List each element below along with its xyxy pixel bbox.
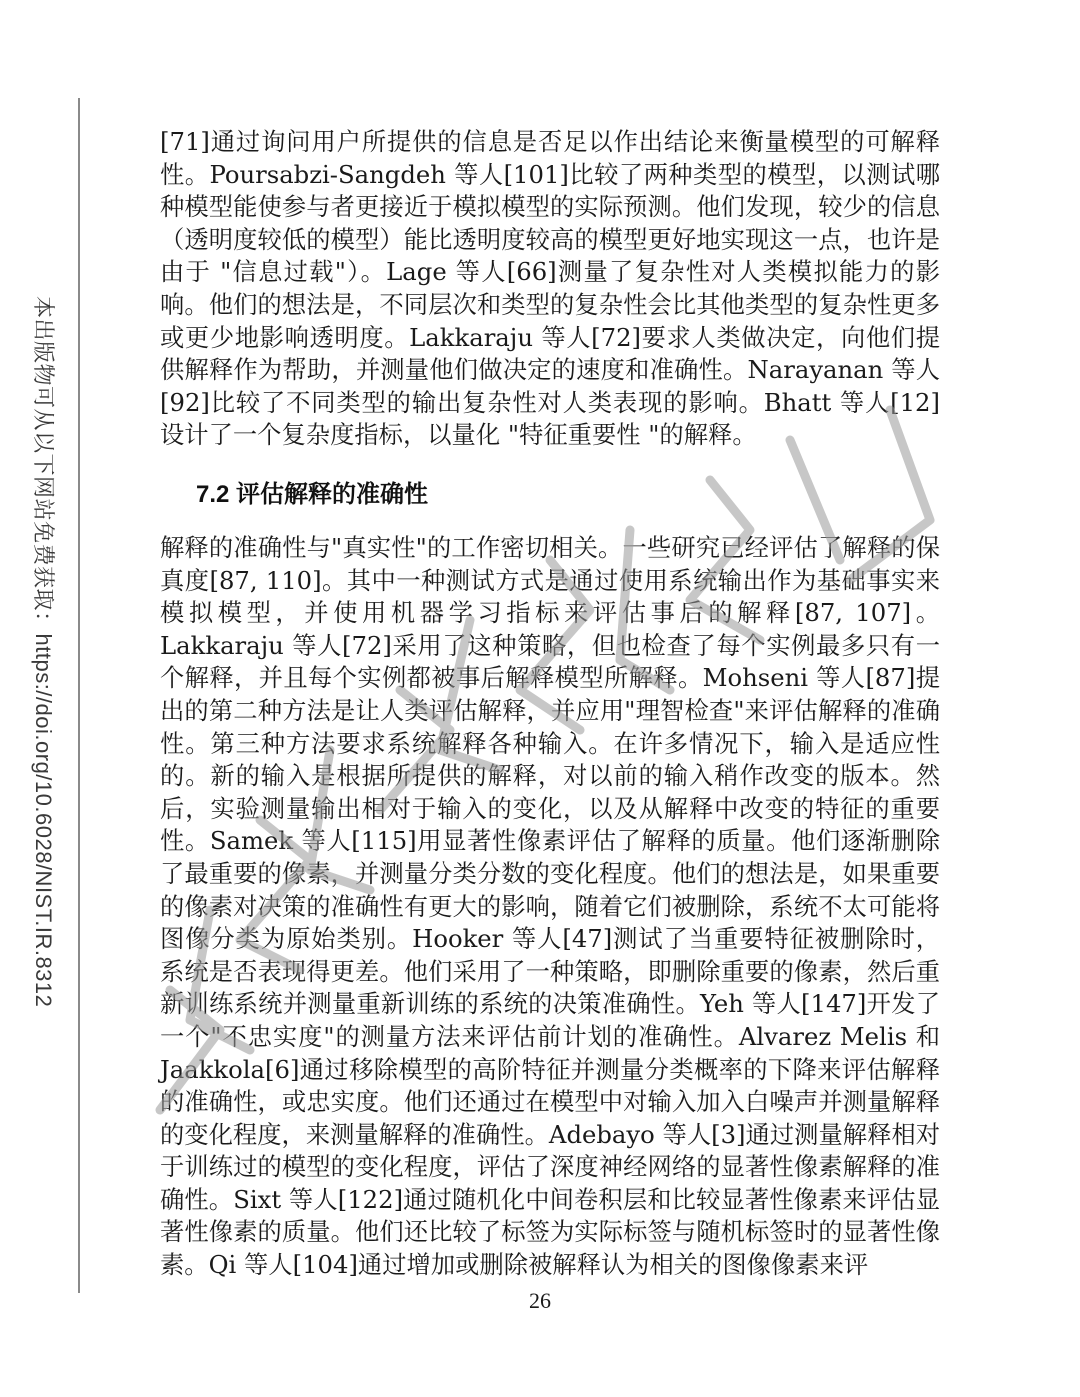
availability-note-text: 本出版物可从以下网站免费获取：https://doi.org/10.6028/NIST.IR.8312 (31, 296, 56, 1008)
page-number: 26 (529, 1288, 551, 1313)
left-margin-rule (78, 98, 80, 1293)
section-heading: 7.2 评估解释的准确性 (196, 481, 429, 508)
paragraph-1: [71]通过询问用户所提供的信息是否足以作出结论来衡量模型的可解释性。Poursabzi-Sangdeh 等人[101]比较了两种类型的模型，以测试哪种模型能使参与者更接近于模拟模型的实际预测。他们发现，较少的信息（透明度较低的模型）能比透明度较高的模型更好地实现这一点，也许是由于 "信息过载"）。Lage 等人[66]测量了复杂性对人类模拟能力的影响。他们的想法是，不同层次和类型的复杂性会比其他类型的复杂性更多或更少地影响透明度。Lakkaraju 等人[72]要求人类做决定，向他们提供解释作为帮助，并测量他们做决定的速度和准确性。Narayanan 等人[92]比较了不同类型的输出复杂性对人类表现的影响。Bhatt 等人[12]设计了一个复杂度指标，以量化 "特征重要性 "的解释。 (160, 127, 940, 450)
paragraph-2: 解释的准确性与"真实性"的工作密切相关。一些研究已经评估了解释的保真度[87, 110]。其中一种测试方式是通过使用系统输出作为基础事实来模拟模型，并使用机器学习指标来评估事后的解释[87, 107]。Lakkaraju 等人[72]采用了这种策略，但也检查了每个实例最多只有一个解释，并且每个实例都被事后解释模型所解释。Mohseni 等人[87]提出的第二种方法是让人类评估解释，并应用"理智检查"来评估解释的准确性。第三种方法要求系统解释各种输入。在许多情况下，输入是适应性的。新的输入是根据所提供的解释，对以前的输入稍作改变的版本。然后，实验测量输出相对于输入的变化，以及从解释中改变的特征的重要性。Samek 等人[115]用显著性像素评估了解释的质量。他们逐渐删除了最重要的像素，并测量分类分数的变化程度。他们的想法是，如果重要的像素对决策的准确性有更大的影响，随着它们被删除，系统不太可能将图像分类为原始类别。Hooker 等人[47]测试了当重要特征被删除时，系统是否表现得更差。他们采用了一种策略，即删除重要的像素，然后重新训练系统并测量重新训练的系统的决策准确性。Yeh 等人[147]开发了一个"不忠实度"的测量方法来评估前计划的准确性。Alvarez Melis 和 Jaakkola[6]通过移除模型的高阶特征并测量分类概率的下降来评估解释的准确性，或忠实度。他们还通过在模型中对输入加入白噪声并测量解释的变化程度，来测量解释的准确性。Adebayo 等人[3]通过测量解释相对于训练过的模型的变化程度，评估了深度神经网络的显著性像素解释的准确性。Sixt 等人[122]通过随机化中间卷积层和比较显著性像素来评估显著性像素的质量。他们还比较了标签为实际标签与随机标签时的显著性像素。Qi 等人[104]通过增加或删除被解释认为相关的图像像素来评 (160, 533, 940, 1280)
